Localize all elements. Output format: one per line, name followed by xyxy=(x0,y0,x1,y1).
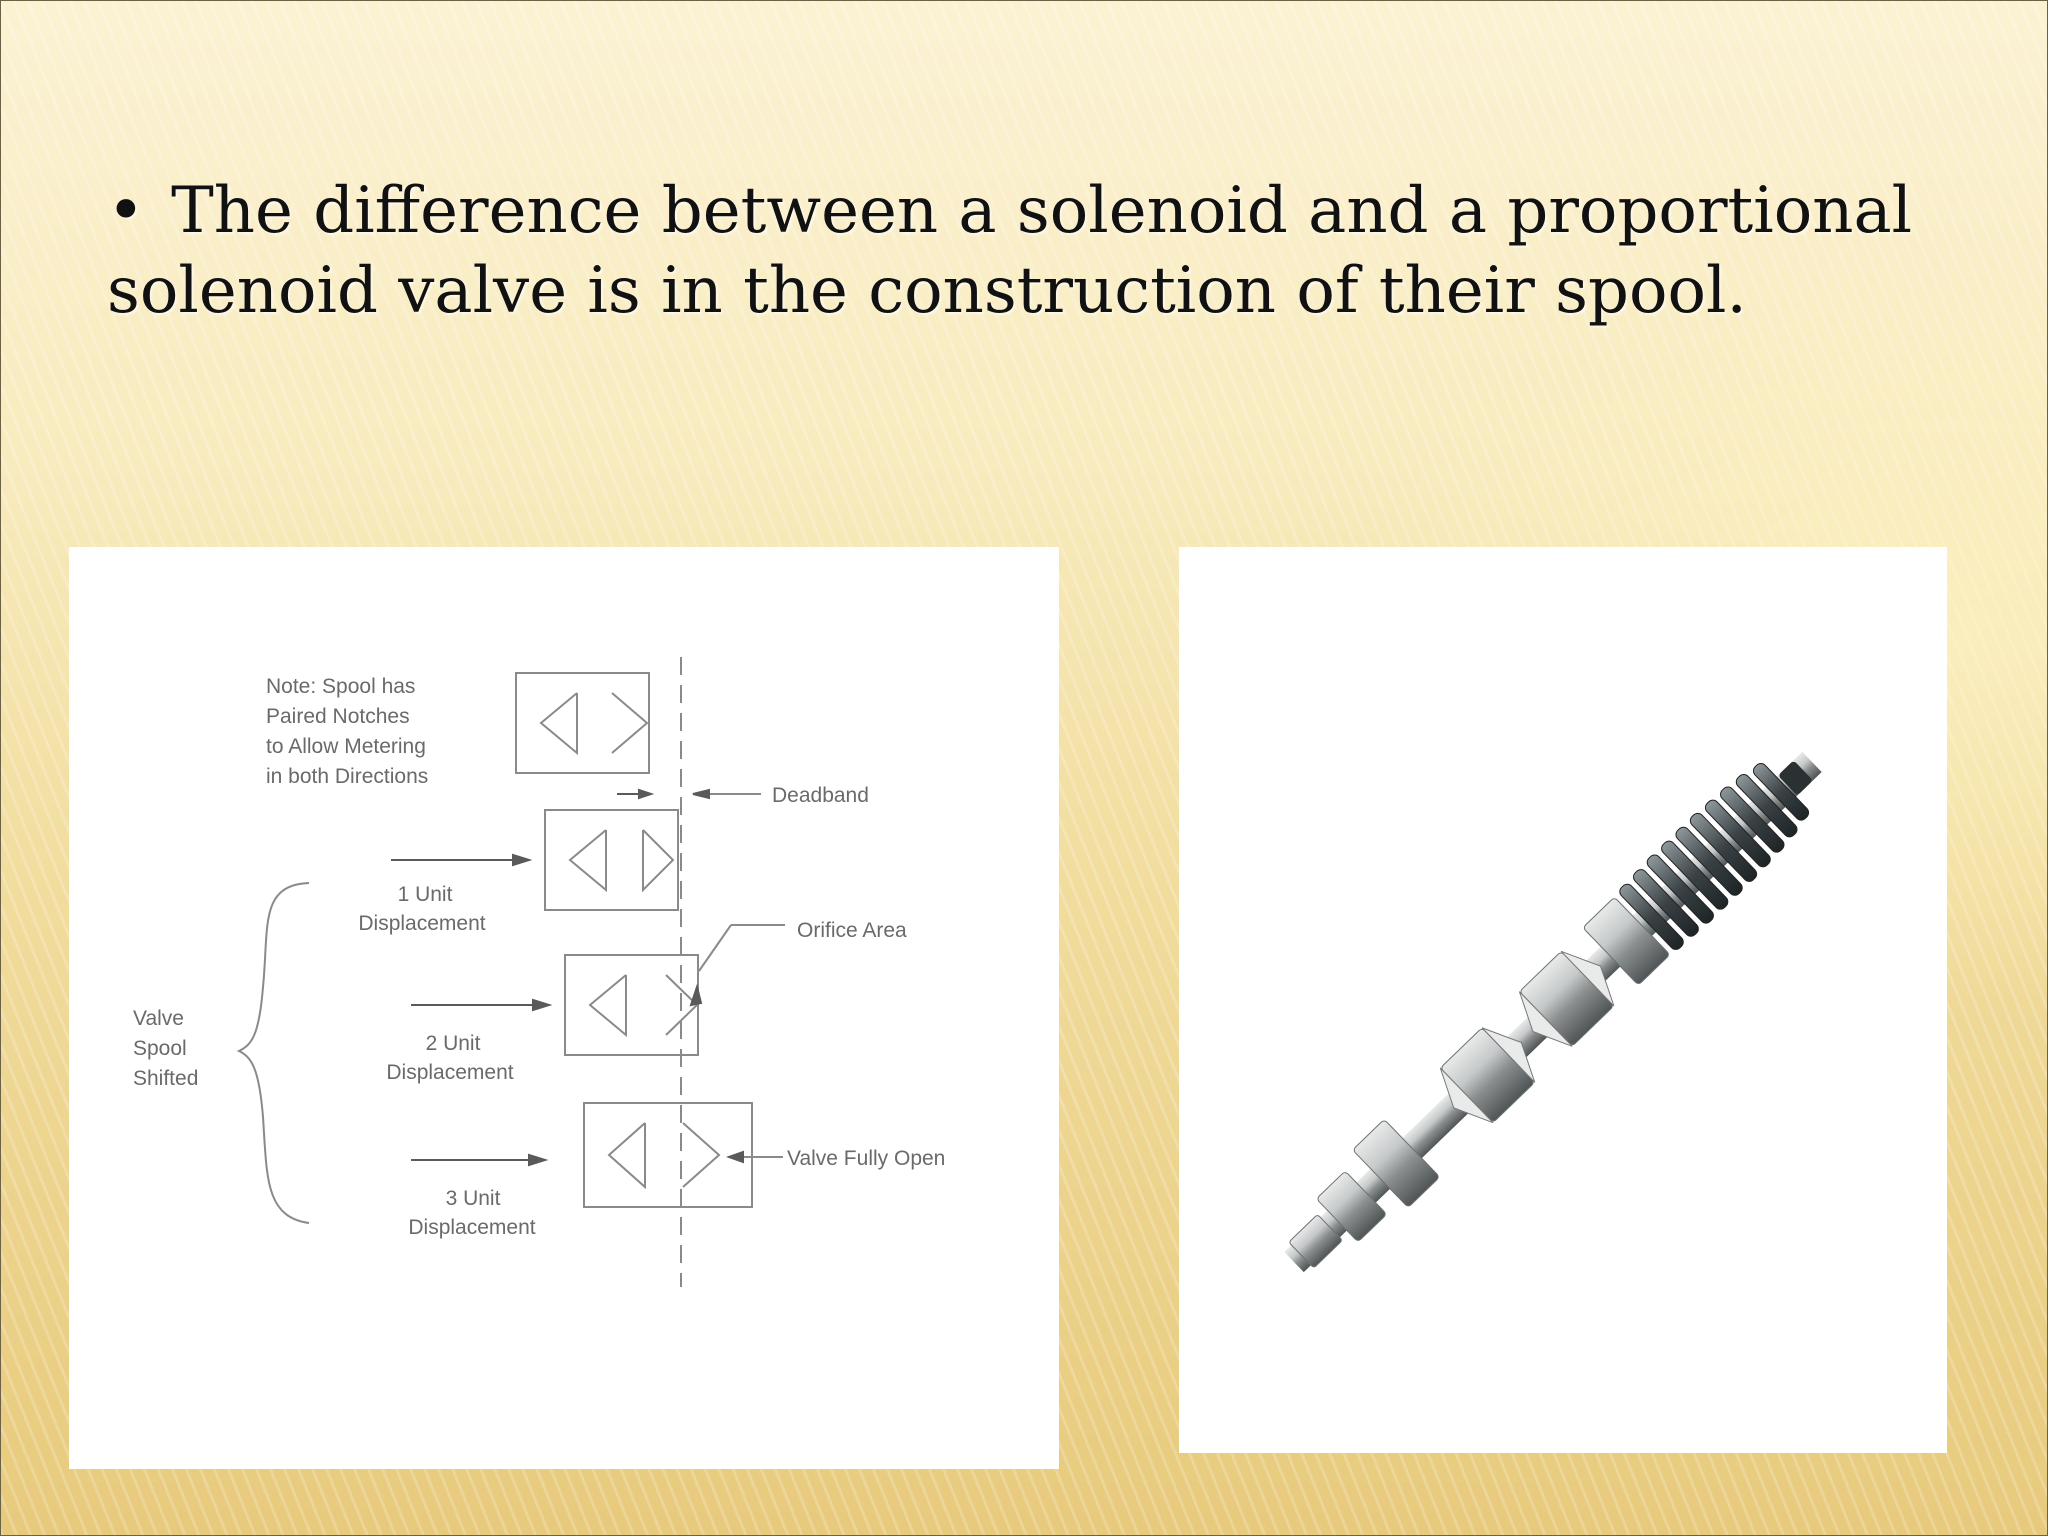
shift-2-line-1: 2 Unit xyxy=(425,1032,481,1055)
spool-photo xyxy=(1179,547,1947,1453)
notch-left-icon xyxy=(570,830,606,890)
bullet-marker: • xyxy=(107,174,145,248)
orifice-leader xyxy=(699,925,731,971)
notch-right-icon xyxy=(612,693,647,753)
bullet-point xyxy=(107,171,1997,331)
note-line-2: Paired Notches xyxy=(266,705,410,728)
brace xyxy=(239,883,309,1223)
shift-3-line-2: Displacement xyxy=(408,1216,536,1239)
shift-1-line-2: Displacement xyxy=(358,912,486,935)
notch-left-icon xyxy=(541,693,577,753)
spool-box-neutral xyxy=(516,673,649,773)
shift-3-line-1: 3 Unit xyxy=(445,1187,501,1210)
deadband-label: Deadband xyxy=(772,784,869,807)
spool-box-2 xyxy=(565,955,698,1055)
shift-2-line-2: Displacement xyxy=(386,1061,514,1084)
spool-metering-diagram xyxy=(69,547,1059,1469)
valve-spool-shifted-line-3: Shifted xyxy=(133,1067,199,1090)
spool-photo-icon xyxy=(1179,547,1947,1453)
valve-spool-shifted-line-1: Valve xyxy=(133,1007,184,1030)
bullet-text: The difference between a solenoid and a proportional solenoid valve is in the construction of their spool. xyxy=(107,174,1913,328)
orifice-area-label: Orifice Area xyxy=(797,919,907,942)
note-line-4: in both Directions xyxy=(266,765,429,788)
valve-spool-shifted-line-2: Spool xyxy=(133,1037,187,1060)
diagram-svg xyxy=(69,547,1059,1469)
notch-right-icon xyxy=(683,1123,719,1187)
note-line-3: to Allow Metering xyxy=(266,735,426,758)
notch-left-icon xyxy=(590,975,626,1035)
notch-left-icon xyxy=(609,1123,645,1187)
note-line-1: Note: Spool has xyxy=(266,675,416,698)
notch-right-icon xyxy=(643,830,673,890)
spool-box-1 xyxy=(545,810,678,910)
shift-1-line-1: 1 Unit xyxy=(397,883,453,906)
valve-fully-open-label: Valve Fully Open xyxy=(787,1147,946,1170)
